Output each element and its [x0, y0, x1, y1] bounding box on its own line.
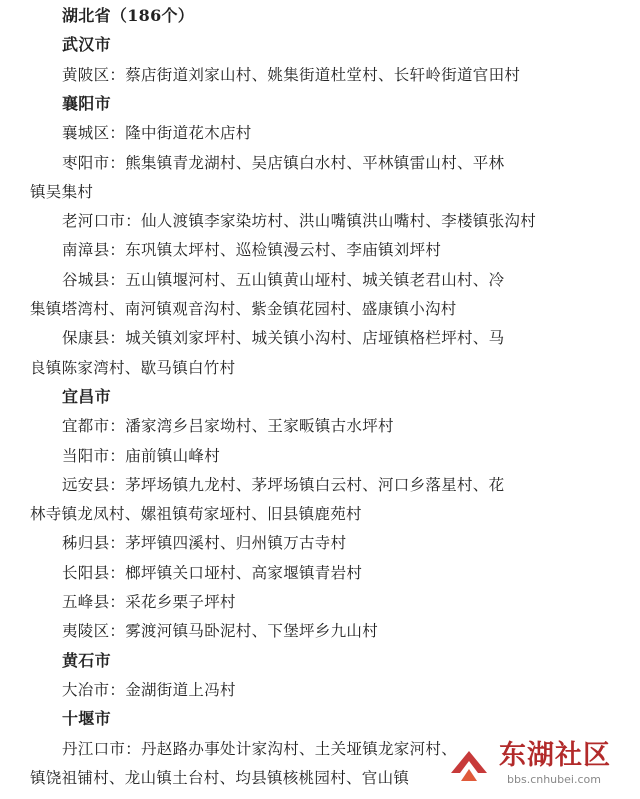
entry-continuation: 镇饶祖铺村、龙山镇土台村、均县镇核桃园村、官山镇 [30, 768, 410, 787]
county-entry: 老河口市：仙人渡镇李家染坊村、洪山嘴镇洪山嘴村、李楼镇张沟村 [62, 212, 537, 231]
county-entry: 枣阳市：熊集镇青龙湖村、吴店镇白水村、平林镇雷山村、平林 [62, 153, 505, 172]
county-entry: 当阳市：庙前镇山峰村 [62, 446, 221, 465]
entry-continuation: 镇吴集村 [30, 182, 94, 201]
entry-continuation: 林寺镇龙凤村、嫘祖镇苟家垭村、旧县镇鹿苑村 [30, 505, 362, 524]
county-entry: 保康县：城关镇刘家坪村、城关镇小沟村、店垭镇格栏坪村、马 [62, 329, 505, 348]
county-entry: 襄城区：隆中街道花木店村 [62, 124, 252, 143]
watermark-name: 东湖社区 [499, 740, 611, 771]
county-entry: 南漳县：东巩镇太坪村、巡检镇漫云村、李庙镇刘坪村 [62, 241, 442, 260]
county-entry: 远安县：茅坪场镇九龙村、茅坪场镇白云村、河口乡落星村、花 [62, 475, 505, 494]
city-heading: 襄阳市 [62, 93, 111, 113]
watermark-logo-icon [447, 743, 493, 789]
county-entry: 夷陵区：雾渡河镇马卧泥村、下堡坪乡九山村 [62, 622, 379, 641]
city-heading: 武汉市 [62, 35, 111, 55]
county-entry: 大冶市：金湖街道上冯村 [62, 680, 236, 699]
watermark [447, 739, 632, 791]
watermark-url: bbs.cnhubei.com [507, 773, 601, 786]
province-heading: 湖北省（186个） [62, 6, 195, 25]
city-heading: 十堰市 [62, 709, 111, 729]
county-entry: 长阳县：榔坪镇关口垭村、高家堰镇青岩村 [62, 563, 363, 582]
county-entry: 黄陂区：蔡店街道刘家山村、姚集街道杜堂村、长轩岭街道官田村 [62, 65, 521, 84]
county-entry: 秭归县：茅坪镇四溪村、归州镇万古寺村 [62, 534, 347, 553]
county-entry: 谷城县：五山镇堰河村、五山镇黄山垭村、城关镇老君山村、冷 [62, 270, 505, 289]
county-entry: 宜都市：潘家湾乡吕家坳村、王家畈镇古水坪村 [62, 417, 394, 436]
city-heading: 黄石市 [62, 650, 111, 670]
entry-continuation: 良镇陈家湾村、歇马镇白竹村 [30, 358, 236, 377]
county-entry: 五峰县：采花乡栗子坪村 [62, 593, 236, 611]
city-heading: 宜昌市 [62, 386, 111, 406]
county-entry: 丹江口市：丹赵路办事处计家沟村、土关垭镇龙家河村、 [62, 739, 458, 758]
entry-continuation: 集镇塔湾村、南河镇观音沟村、紫金镇花园村、盛康镇小沟村 [30, 300, 457, 318]
